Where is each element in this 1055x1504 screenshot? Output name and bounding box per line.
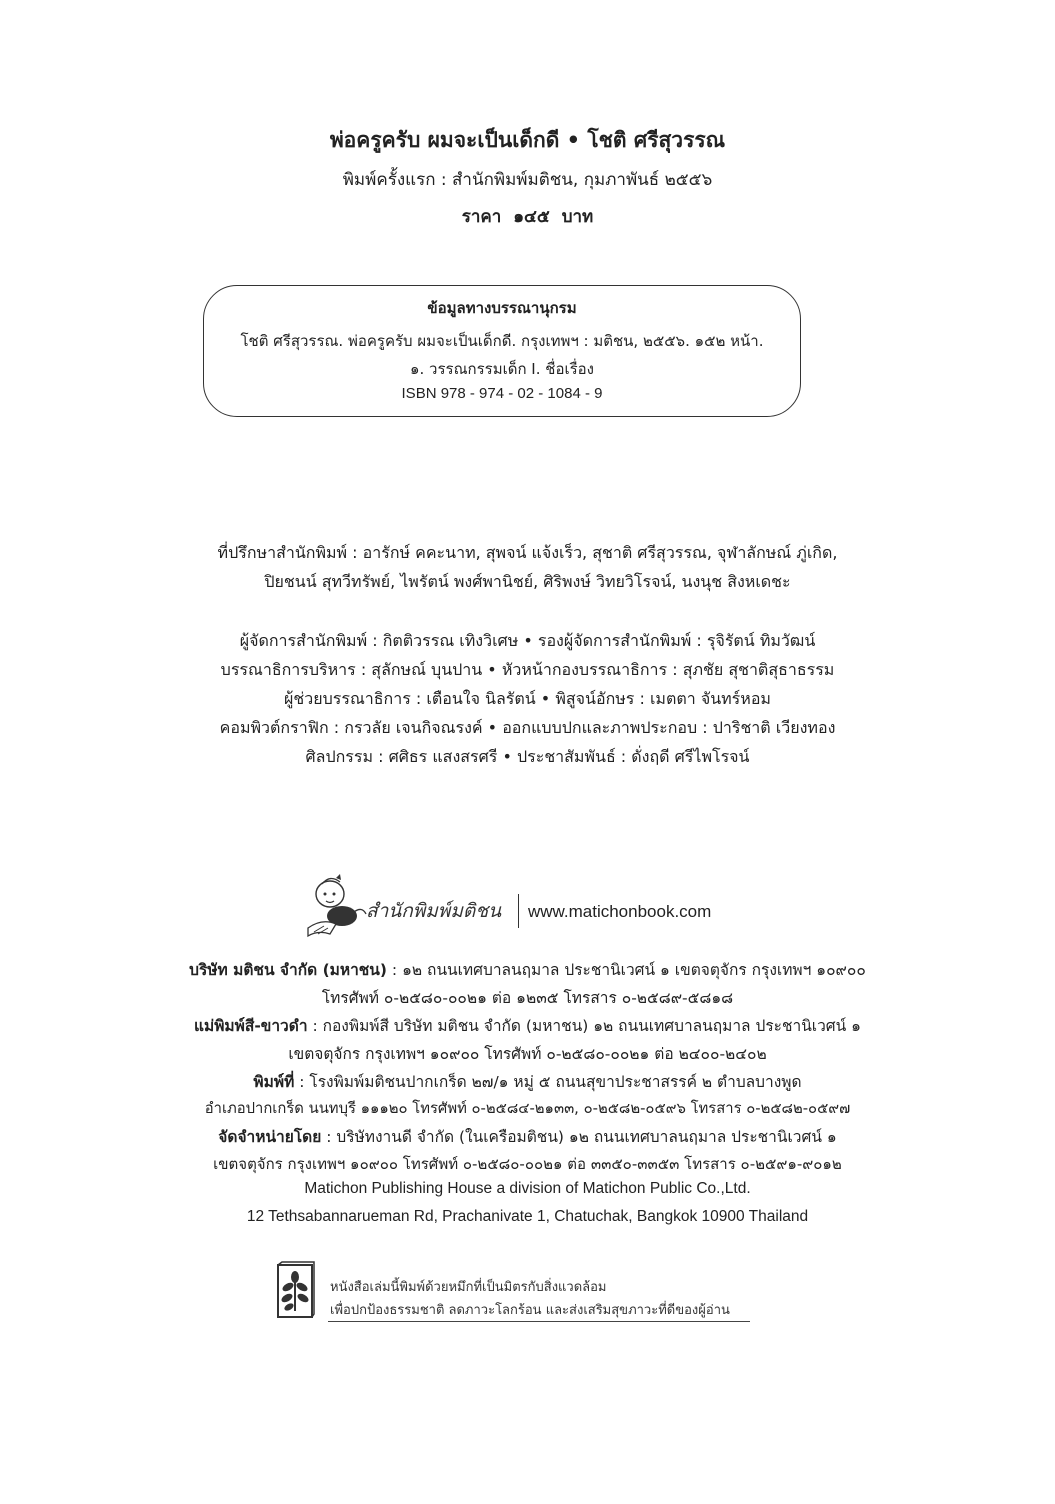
advisors-line-1: ที่ปรึกษาสำนักพิมพ์ : อารักษ์ คคะนาท, สุพจน์ แจ้งเร็ว, สุชาติ ศรีสุวรรณ, จุฬาลักษณ์ ภู่เกิด, <box>217 543 838 562</box>
distributor-line-2: เขตจตุจักร กรุงเทพฯ ๑๐๙๐๐ โทรศัพท์ ๐-๒๕๘๐-๐๐๒๑ ต่อ ๓๓๕๐-๓๓๕๓ โทรสาร ๐-๒๕๙๑-๙๐๑๒ <box>213 1155 842 1173</box>
staff-line: ศิลปกรรม : ศศิธร แสงสรศรี • ประชาสัมพันธ์ : ดั่งฤดี ศรีไพโรจน์ <box>305 747 750 766</box>
color-printing-label: แม่พิมพ์สี-ขาวดำ <box>194 1017 308 1035</box>
eco-note-line-2: เพื่อปกป้องธรรมชาติ ลดภาวะโลกร้อน และส่งเสริมสุขภาวะที่ดีของผู้อ่าน <box>330 1303 730 1318</box>
company-label: บริษัท มติชน จำกัด (มหาชน) <box>189 961 387 979</box>
eco-underline <box>328 1321 750 1322</box>
printer-label: พิมพ์ที่ <box>253 1073 295 1091</box>
distributor-text: : บริษัทงานดี จำกัด (ในเครือมติชน) ๑๒ ถนนเทศบาลนฤมาล ประชานิเวศน์ ๑ <box>321 1128 837 1146</box>
isbn: ISBN 978 - 974 - 02 - 1084 - 9 <box>401 385 603 402</box>
color-printing-line-2: เขตจตุจักร กรุงเทพฯ ๑๐๙๐๐ โทรศัพท์ ๐-๒๕๘๐-๐๐๒๑ ต่อ ๒๔๐๐-๒๔๐๒ <box>288 1045 767 1063</box>
mascot-icon <box>300 872 370 938</box>
edition-line: พิมพ์ครั้งแรก : สำนักพิมพ์มติชน, กุมภาพันธ์ ๒๕๕๖ <box>342 170 713 190</box>
cataloging-subject: ๑. วรรณกรรมเด็ก I. ชื่อเรื่อง <box>410 360 594 378</box>
publisher-logo <box>290 872 740 942</box>
printer-line-2: อำเภอปากเกร็ด นนทบุรี ๑๑๑๒๐ โทรศัพท์ ๐-๒๕๘๔-๒๑๓๓, ๐-๒๕๘๒-๐๕๙๖ โทรสาร ๐-๒๕๘๒-๐๕๙๗ <box>204 1100 851 1117</box>
staff-line: บรรณาธิการบริหาร : สุลักษณ์ บุนปาน • หัวหน้ากองบรรณาธิการ : สุภชัย สุชาติสุธาธรรม <box>220 660 835 679</box>
company-address: : ๑๒ ถนนเทศบาลนฤมาล ประชานิเวศน์ ๑ เขตจตุจักร กรุงเทพฯ ๑๐๙๐๐ <box>387 961 866 979</box>
color-printing-line <box>0 1013 1055 1038</box>
company-phone: โทรศัพท์ ๐-๒๕๘๐-๐๐๒๑ ต่อ ๑๒๓๕ โทรสาร ๐-๒๕๘๙-๕๘๑๘ <box>321 989 734 1007</box>
staff-line: ผู้ช่วยบรรณาธิการ : เตือนใจ นิลรัตน์ • พิสูจน์อักษร : เมตตา จันทร์หอม <box>284 689 771 708</box>
eco-book-icon <box>276 1261 316 1321</box>
book-title: พ่อครูครับ ผมจะเป็นเด็กดี • โชติ ศรีสุวรรณ <box>329 128 726 152</box>
advisors-line-2: ปิยชนน์ สุทวีทรัพย์, ไพรัตน์ พงศ์พานิชย์, ศิริพงษ์ วิทยวิโรจน์, นงนุช สิงหเดชะ <box>264 572 791 591</box>
printer-text: : โรงพิมพ์มติชนปากเกร็ด ๒๗/๑ หมู่ ๕ ถนนสุขาประชาสรรค์ ๒ ตำบลบางพูด <box>294 1073 802 1091</box>
logo-divider <box>518 894 519 928</box>
printer-line <box>0 1069 1055 1094</box>
company-line <box>0 957 1055 982</box>
eco-note-line-1: หนังสือเล่มนี้พิมพ์ด้วยหมึกที่เป็นมิตรกับสิ่งแวดล้อม <box>330 1280 607 1295</box>
english-name: Matichon Publishing House a division of Matichon Public Co.,Ltd. <box>304 1180 751 1197</box>
cataloging-heading: ข้อมูลทางบรรณานุกรม <box>427 299 577 317</box>
distributor-label: จัดจำหน่ายโดย <box>218 1128 322 1146</box>
website-link[interactable]: www.matichonbook.com <box>528 902 712 921</box>
publisher-logo-script: สำนักพิมพ์มติชน <box>366 900 502 922</box>
english-address: 12 Tethsabannarueman Rd, Prachanivate 1, Chatuchak, Bangkok 10900 Thailand <box>246 1208 809 1225</box>
cataloging-citation: โชติ ศรีสุวรรณ. พ่อครูครับ ผมจะเป็นเด็กดี. กรุงเทพฯ : มติชน, ๒๕๕๖. ๑๕๒ หน้า. <box>240 332 764 350</box>
price-line: ราคา ๑๔๕ บาท <box>461 207 594 227</box>
cataloging-box <box>203 285 801 417</box>
staff-line: ผู้จัดการสำนักพิมพ์ : กิตติวรรณ เทิงวิเศษ • รองผู้จัดการสำนักพิมพ์ : รุจิรัตน์ ทิมวัฒน์ <box>239 631 816 650</box>
staff-line: คอมพิวต์กราฟิก : กรวลัย เจนกิจณรงค์ • ออกแบบปกและภาพประกอบ : ปาริชาติ เวียงทอง <box>219 718 836 737</box>
color-printing-text: : กองพิมพ์สี บริษัท มติชน จำกัด (มหาชน) ๑๒ ถนนเทศบาลนฤมาล ประชานิเวศน์ ๑ <box>307 1017 861 1035</box>
distributor-line <box>0 1124 1055 1149</box>
